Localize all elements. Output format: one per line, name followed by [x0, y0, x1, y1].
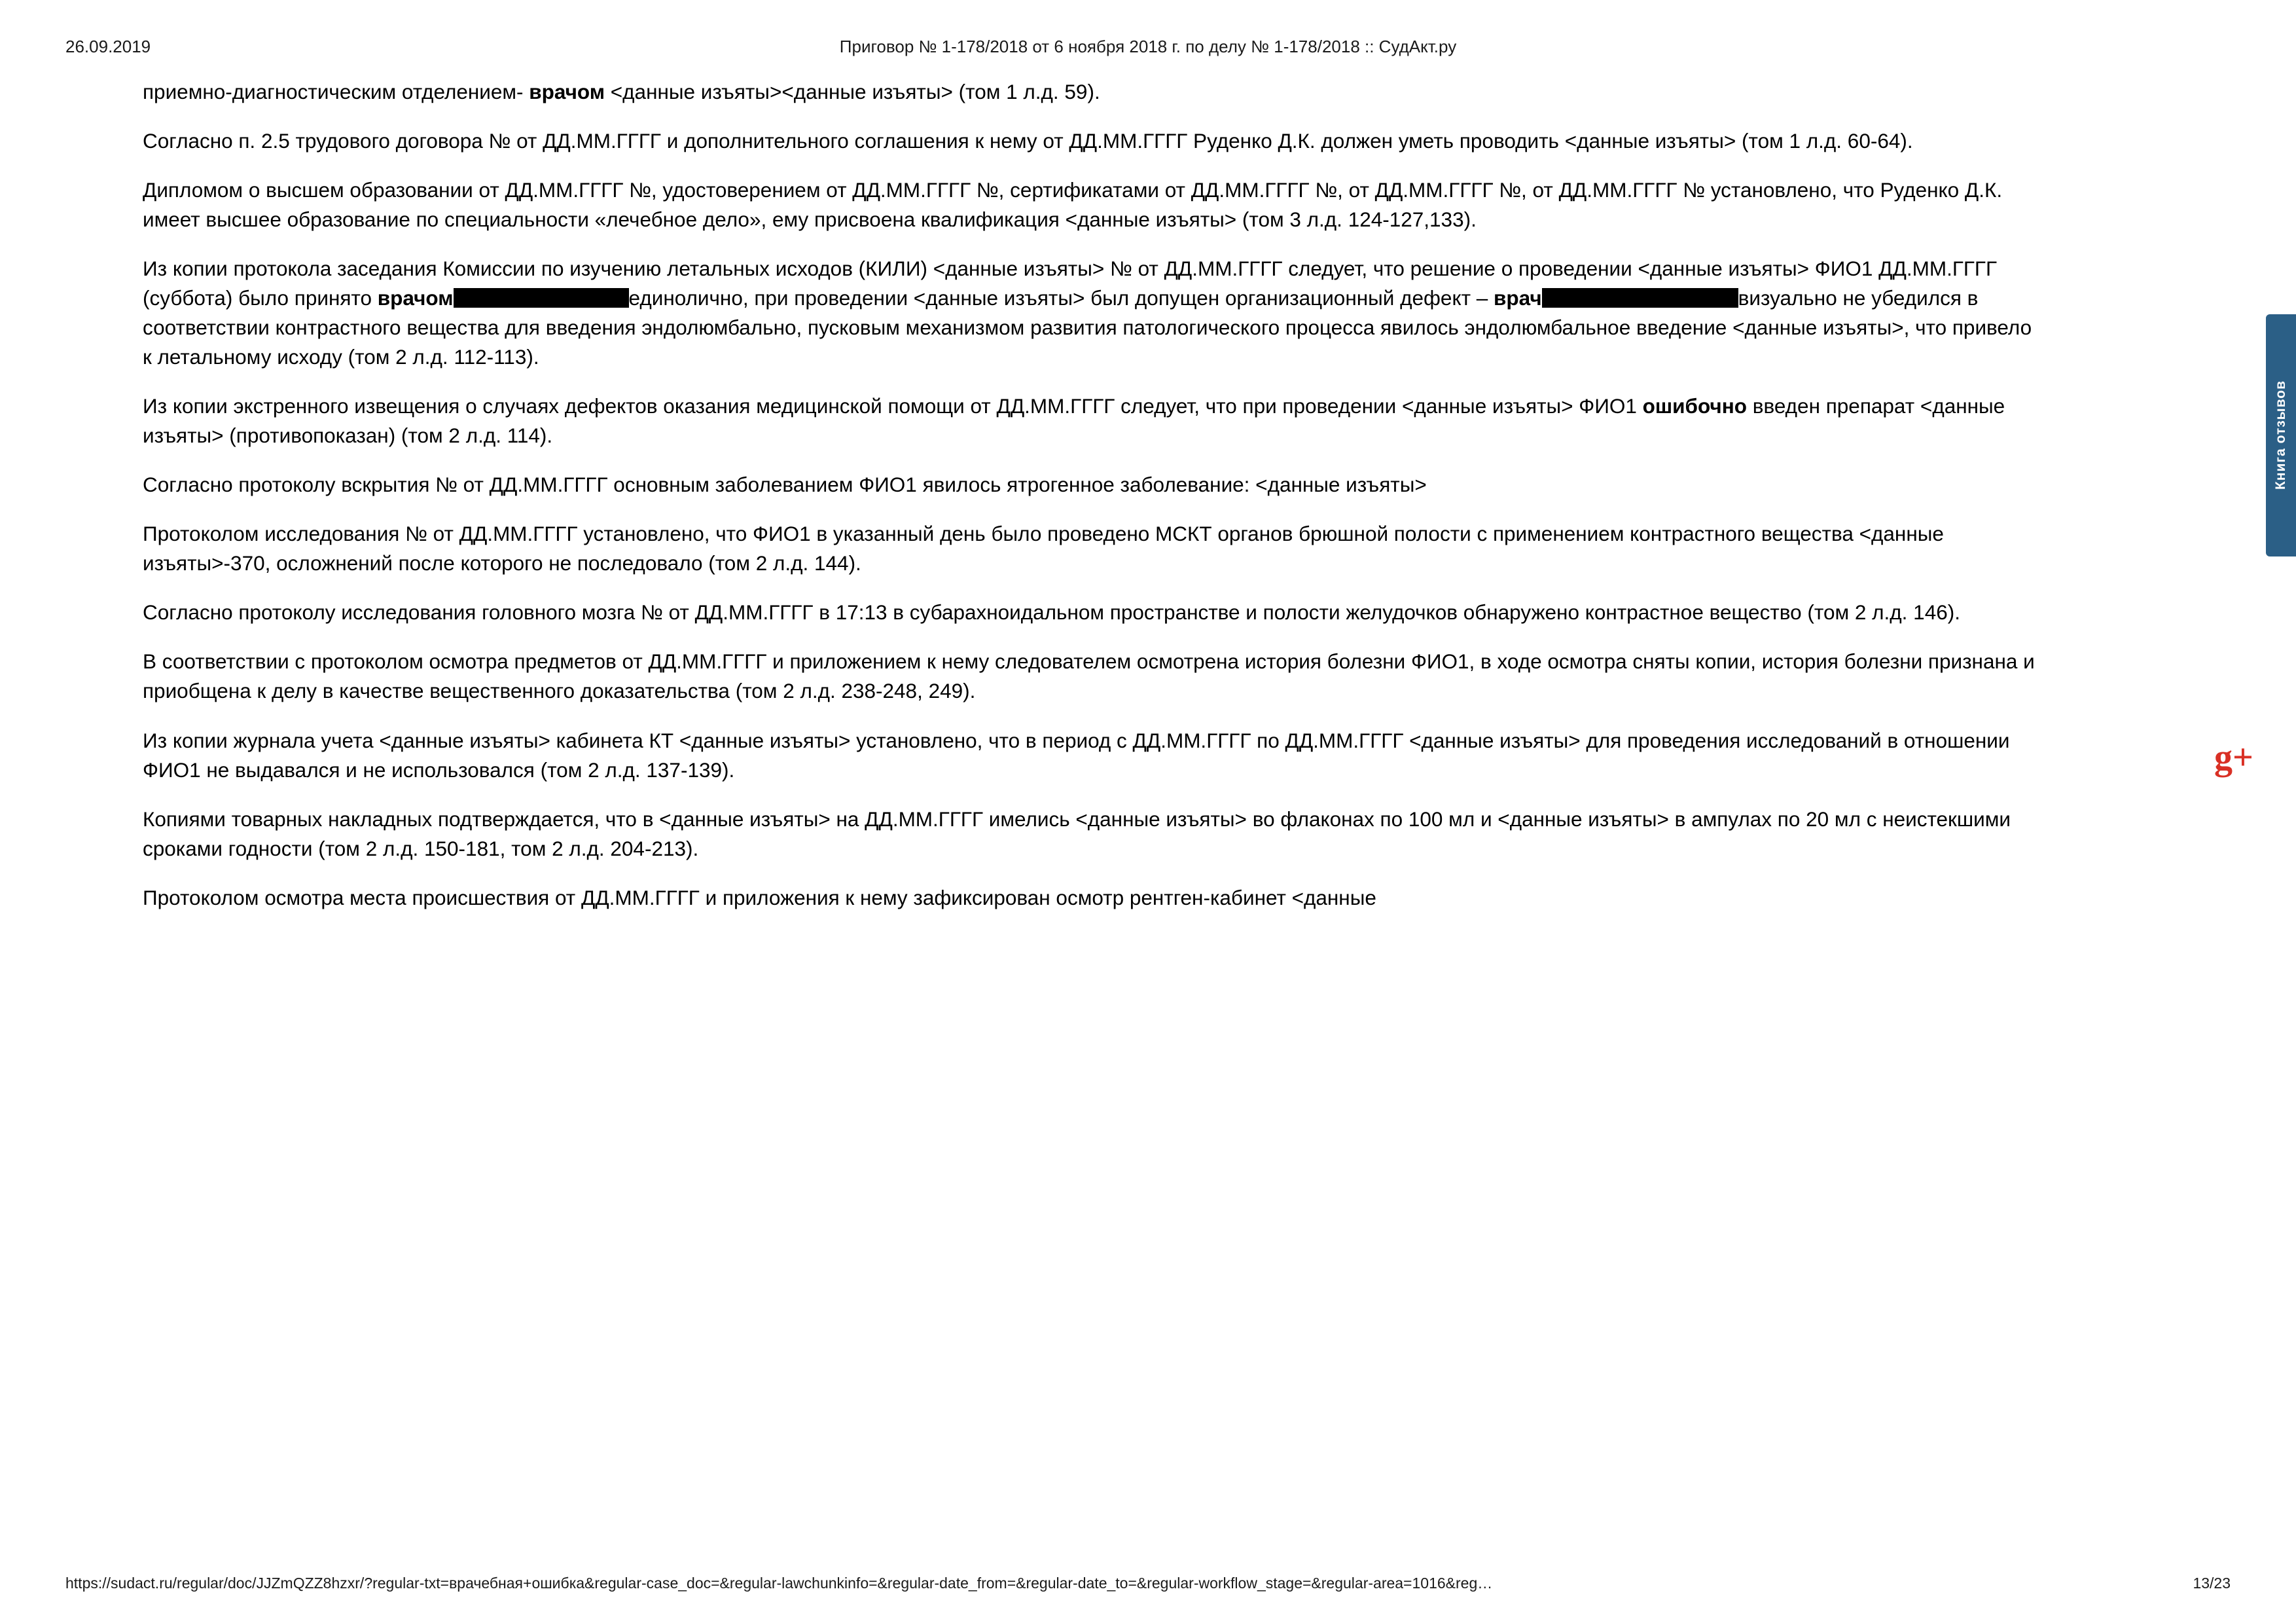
- paragraph: [143, 126, 2036, 156]
- emphasis-text: врачом: [529, 80, 605, 103]
- footer-url[interactable]: https://sudact.ru/regular/doc/JJZmQZZ8hzxr/?regular-txt=врачебная+ошибка&regular-case_doc=&regular-lawchunkinfo=&regular-date_from=&regular-date_to=&regular-workflow_stage=&regular-area=1016&reg…: [65, 1575, 1493, 1592]
- body-text: введен препарат <данные изъяты> (противопоказан) (том 2 л.д. 114).: [143, 394, 2005, 448]
- body-text: Из копии экстренного извещения о случаях дефектов оказания медицинской помощи от ДД.ММ.ГГГГ следует, что при проведении <данные изъяты> ФИО1: [143, 394, 1643, 418]
- page-footer: [0, 1575, 2296, 1594]
- document-text: [143, 77, 2036, 913]
- body-text: Согласно п. 2.5 трудового договора № от ДД.ММ.ГГГГ и дополнительного соглашения к нему от ДД.ММ.ГГГГ Руденко Д.К. должен уметь проводить <данные изъяты> (том 1 л.д. 60-64).: [143, 129, 1913, 153]
- paragraph: [143, 392, 2036, 450]
- paragraph: [143, 726, 2036, 785]
- body-text: Копиями товарных накладных подтверждается, что в <данные изъяты> на ДД.ММ.ГГГГ имелись <данные изъяты> во флаконах по 100 мл и <данные изъяты> в ампулах по 20 мл с неистекшими сроками годности (том 2 л.д. 150-181, том 2 л.д. 204-213).: [143, 807, 2011, 860]
- redacted-block: [1542, 288, 1738, 308]
- body-text: Дипломом о высшем образовании от ДД.ММ.ГГГГ №, удостоверением от ДД.ММ.ГГГГ №, сертификатами от ДД.ММ.ГГГГ №, от ДД.ММ.ГГГГ №, от ДД.ММ.ГГГГ № установлено, что Руденко Д.К. имеет высшее образование по специальности «лечебное дело», ему присвоена квалификация <данные изъяты> (том 3 л.д. 124-127,133).: [143, 178, 2003, 232]
- emphasis-text: врачом: [377, 286, 454, 310]
- body-text: приемно-диагностическим отделением-: [143, 80, 529, 103]
- header-title: Приговор № 1-178/2018 от 6 ноября 2018 г. по делу № 1-178/2018 :: СудАкт.ру: [839, 37, 1457, 56]
- paragraph: [143, 470, 2036, 500]
- emphasis-text: врач: [1494, 286, 1542, 310]
- google-plus-label: g+: [2214, 737, 2253, 778]
- reviews-tab-label: Книга отзывов: [2273, 380, 2288, 490]
- paragraph: [143, 883, 2036, 913]
- header-date: 26.09.2019: [65, 37, 151, 56]
- page-header: [0, 37, 2296, 59]
- paragraph: [143, 805, 2036, 864]
- body-text: <данные изъяты><данные изъяты> (том 1 л.д. 59).: [605, 80, 1100, 103]
- body-text: визуально не убедился в соответствии контрастного вещества для введения эндолюмбально, пусковым механизмом развития патологического процесса явилось эндолюмбальное введение <данные изъяты>, что привело к летальному исходу (том 2 л.д. 112-113).: [143, 286, 2032, 369]
- reviews-tab-button[interactable]: [2266, 314, 2296, 556]
- paragraph: [143, 254, 2036, 372]
- body-text: В соответствии с протоколом осмотра предметов от ДД.ММ.ГГГГ и приложением к нему следователем осмотрена история болезни ФИО1, в ходе осмотра сняты копии, история болезни признана и приобщена к делу в качестве вещественного доказательства (том 2 л.д. 238-248, 249).: [143, 649, 2035, 703]
- body-text: Из копии протокола заседания Комиссии по изучению летальных исходов (КИЛИ) <данные изъяты> № от ДД.ММ.ГГГГ следует, что решение о проведении <данные изъяты> ФИО1 ДД.ММ.ГГГГ (суббота) было принято: [143, 257, 1998, 310]
- google-plus-icon[interactable]: [2208, 732, 2259, 783]
- body-text: Протоколом осмотра места происшествия от ДД.ММ.ГГГГ и приложения к нему зафиксирован осмотр рентген-кабинет <данные: [143, 885, 1376, 909]
- paragraph: [143, 77, 2036, 107]
- body-text: Из копии журнала учета <данные изъяты> кабинета КТ <данные изъяты> установлено, что в период с ДД.ММ.ГГГГ по ДД.ММ.ГГГГ <данные изъяты> для проведения исследований в отношении ФИО1 не выдавался и не использовался (том 2 л.д. 137-139).: [143, 728, 2010, 782]
- emphasis-text: ошибочно: [1642, 394, 1747, 418]
- body-text: Согласно протоколу исследования головного мозга № от ДД.ММ.ГГГГ в 17:13 в субарахноидальном пространстве и полости желудочков обнаружено контрастное вещество (том 2 л.д. 146).: [143, 600, 1960, 625]
- paragraph: [143, 598, 2036, 627]
- paragraph: [143, 519, 2036, 578]
- body-text: Согласно протоколу вскрытия № от ДД.ММ.ГГГГ основным заболеванием ФИО1 явилось ятрогенное заболевание: <данные изъяты>: [143, 473, 1427, 497]
- redacted-block: [454, 288, 629, 308]
- paragraph: [143, 647, 2036, 706]
- footer-page-number: 13/23: [2193, 1575, 2231, 1592]
- body-text: Протоколом исследования № от ДД.ММ.ГГГГ установлено, что ФИО1 в указанный день было проведено МСКТ органов брюшной полости с применением контрастного вещества <данные изъяты>-370, осложнений после которого не последовало (том 2 л.д. 144).: [143, 522, 1944, 575]
- body-text: единолично, при проведении <данные изъяты> был допущен организационный дефект –: [628, 286, 1494, 310]
- paragraph: [143, 175, 2036, 234]
